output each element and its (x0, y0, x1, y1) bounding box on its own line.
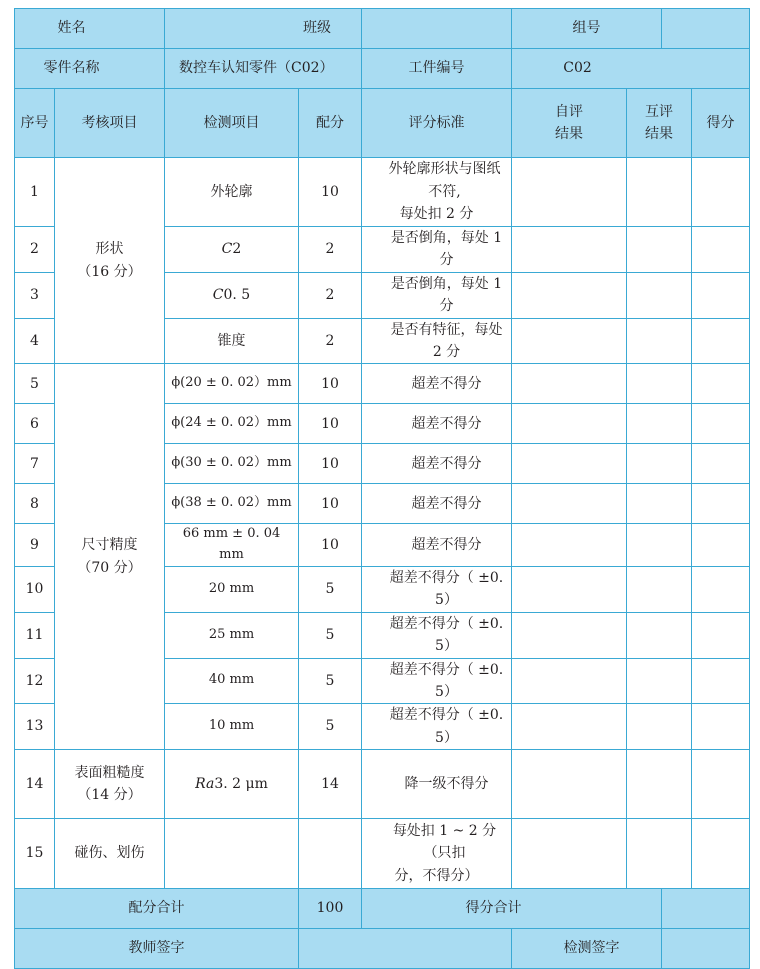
self-eval-cell[interactable] (512, 750, 627, 819)
row-no: 11 (15, 612, 55, 658)
peer-eval-cell[interactable] (627, 484, 692, 524)
got-cell[interactable] (692, 524, 750, 567)
row-check: 外轮廓 (165, 158, 299, 227)
table-row (15, 364, 750, 404)
header-row-name (15, 9, 750, 49)
got-cell[interactable] (692, 158, 750, 227)
row-check-value: 0. 5 (223, 286, 251, 303)
col-check: 检测项目 (165, 89, 299, 158)
row-check: ϕ(30 ± 0. 02）mm (165, 444, 299, 484)
got-cell[interactable] (692, 364, 750, 404)
row-score: 10 (299, 158, 362, 227)
row-score: 10 (299, 524, 362, 567)
score-sheet-table (14, 8, 750, 969)
row-no: 14 (15, 750, 55, 819)
signature-row (15, 929, 750, 969)
row-check: 40 mm (165, 658, 299, 704)
self-eval-cell[interactable] (512, 272, 627, 318)
row-no: 1 (15, 158, 55, 227)
peer-eval-cell[interactable] (627, 704, 692, 750)
col-peer-eval-line2: 结果 (645, 126, 673, 142)
row-score: 10 (299, 484, 362, 524)
self-eval-cell[interactable] (512, 658, 627, 704)
group-value[interactable] (662, 9, 750, 49)
row-criteria: 超差不得分（ ±0. 5） (362, 658, 512, 704)
row-score: 10 (299, 364, 362, 404)
inspect-sign-value[interactable] (662, 929, 750, 969)
row-no: 2 (15, 227, 55, 273)
row-check-symbol: Ra (195, 775, 215, 792)
got-cell[interactable] (692, 227, 750, 273)
row-score (299, 819, 362, 889)
row-check: 10 mm (165, 704, 299, 750)
row-score: 5 (299, 704, 362, 750)
peer-eval-cell[interactable] (627, 658, 692, 704)
peer-eval-cell[interactable] (627, 444, 692, 484)
row-check: 锥度 (165, 318, 299, 364)
row-check-symbol: C (221, 241, 233, 258)
group-shape (55, 158, 165, 364)
row-check: 20 mm (165, 566, 299, 612)
group-shape-line2: （16 分） (77, 263, 142, 280)
got-cell[interactable] (692, 404, 750, 444)
got-cell[interactable] (692, 750, 750, 819)
col-peer-eval (627, 89, 692, 158)
peer-eval-cell[interactable] (627, 404, 692, 444)
got-cell[interactable] (692, 318, 750, 364)
row-no: 8 (15, 484, 55, 524)
group-dimension-line2: （70 分） (77, 559, 142, 576)
got-cell[interactable] (692, 704, 750, 750)
col-self-eval (512, 89, 627, 158)
class-value[interactable] (362, 9, 512, 49)
row-criteria (362, 819, 512, 889)
column-header-row (15, 89, 750, 158)
peer-eval-cell[interactable] (627, 750, 692, 819)
row-check: 66 mm ± 0. 04 mm (165, 524, 299, 567)
row-check: ϕ(20 ± 0. 02）mm (165, 364, 299, 404)
peer-eval-cell[interactable] (627, 524, 692, 567)
col-seq: 序号 (15, 89, 55, 158)
row-check-value: 3. 2 μm (214, 775, 268, 792)
row-check (165, 819, 299, 889)
got-total-value[interactable] (662, 889, 750, 929)
got-cell[interactable] (692, 566, 750, 612)
got-cell[interactable] (692, 272, 750, 318)
self-eval-cell[interactable] (512, 318, 627, 364)
teacher-sign-value[interactable] (299, 929, 512, 969)
total-value: 100 (299, 889, 362, 929)
row-no: 12 (15, 658, 55, 704)
row-check: 25 mm (165, 612, 299, 658)
self-eval-cell[interactable] (512, 819, 627, 889)
self-eval-cell[interactable] (512, 227, 627, 273)
row-no: 15 (15, 819, 55, 889)
group-shape-line1: 形状 (95, 241, 124, 258)
peer-eval-cell[interactable] (627, 272, 692, 318)
row-score: 14 (299, 750, 362, 819)
row-criteria: 超差不得分 (362, 364, 512, 404)
col-self-eval-line2: 结果 (555, 126, 583, 142)
row-score: 2 (299, 318, 362, 364)
self-eval-cell[interactable] (512, 484, 627, 524)
row-no: 9 (15, 524, 55, 567)
work-no-value: C02 (512, 49, 750, 89)
col-self-eval-line1: 自评 (555, 103, 583, 120)
row-criteria-line1: 每处扣 1 ~ 2 分（只扣 (392, 822, 497, 862)
row-criteria: 是否倒角，每处 1 分 (362, 227, 512, 273)
self-eval-cell[interactable] (512, 566, 627, 612)
got-cell[interactable] (692, 612, 750, 658)
col-score: 配分 (299, 89, 362, 158)
row-criteria-line2: 每处扣 2 分 (399, 206, 474, 223)
peer-eval-cell[interactable] (627, 227, 692, 273)
row-criteria: 超差不得分 (362, 524, 512, 567)
row-no: 6 (15, 404, 55, 444)
part-name-label: 零件名称 (15, 49, 165, 89)
total-row (15, 889, 750, 929)
table-row (15, 819, 750, 889)
row-check: ϕ(38 ± 0. 02）mm (165, 484, 299, 524)
row-score: 10 (299, 404, 362, 444)
self-eval-cell[interactable] (512, 524, 627, 567)
self-eval-cell[interactable] (512, 364, 627, 404)
self-eval-cell[interactable] (512, 158, 627, 227)
peer-eval-cell[interactable] (627, 566, 692, 612)
group-roughness-line1: 表面粗糙度 (74, 764, 145, 781)
got-cell[interactable] (692, 658, 750, 704)
peer-eval-cell[interactable] (627, 158, 692, 227)
row-criteria: 是否有特征，每处 2 分 (362, 318, 512, 364)
group-dimension (55, 364, 165, 750)
table-row (15, 750, 750, 819)
inspect-sign-label: 检测签字 (512, 929, 662, 969)
total-label: 配分合计 (15, 889, 299, 929)
row-check (165, 227, 299, 273)
self-eval-cell[interactable] (512, 704, 627, 750)
col-got: 得分 (692, 89, 750, 158)
self-eval-cell[interactable] (512, 404, 627, 444)
row-check (165, 272, 299, 318)
row-criteria: 是否倒角，每处 1 分 (362, 272, 512, 318)
row-check: ϕ(24 ± 0. 02）mm (165, 404, 299, 444)
group-label: 组号 (512, 9, 662, 49)
row-criteria: 超差不得分 (362, 484, 512, 524)
group-roughness (55, 750, 165, 819)
peer-eval-cell[interactable] (627, 612, 692, 658)
row-criteria: 降一级不得分 (362, 750, 512, 819)
class-label: 班级 (165, 9, 362, 49)
row-score: 2 (299, 272, 362, 318)
got-cell[interactable] (692, 484, 750, 524)
row-score: 5 (299, 566, 362, 612)
group-roughness-line2: （14 分） (77, 787, 142, 804)
row-check-value: 2 (232, 241, 242, 258)
peer-eval-cell[interactable] (627, 819, 692, 889)
self-eval-cell[interactable] (512, 612, 627, 658)
row-no: 4 (15, 318, 55, 364)
col-peer-eval-line1: 互评 (645, 103, 673, 120)
group-bump: 碰伤、划伤 (55, 819, 165, 889)
got-cell[interactable] (692, 444, 750, 484)
part-name-value: 数控车认知零件（C02） (165, 49, 362, 89)
peer-eval-cell[interactable] (627, 318, 692, 364)
header-row-part (15, 49, 750, 89)
peer-eval-cell[interactable] (627, 364, 692, 404)
row-criteria (362, 158, 512, 227)
row-criteria: 超差不得分（ ±0. 5） (362, 704, 512, 750)
row-criteria-line2: 分，不得分） (394, 867, 479, 884)
row-criteria: 超差不得分 (362, 404, 512, 444)
col-criteria: 评分标准 (362, 89, 512, 158)
got-cell[interactable] (692, 819, 750, 889)
row-no: 10 (15, 566, 55, 612)
row-criteria: 超差不得分 (362, 444, 512, 484)
row-check-symbol: C (212, 286, 224, 303)
row-no: 5 (15, 364, 55, 404)
name-label: 姓名 (15, 9, 165, 49)
row-criteria: 超差不得分（ ±0. 5） (362, 612, 512, 658)
col-item: 考核项目 (55, 89, 165, 158)
row-score: 10 (299, 444, 362, 484)
table-row (15, 158, 750, 227)
row-criteria: 超差不得分（ ±0. 5） (362, 566, 512, 612)
row-criteria-line1: 外轮廓形状与图纸不符, (388, 161, 501, 200)
row-no: 3 (15, 272, 55, 318)
row-score: 5 (299, 658, 362, 704)
work-no-label: 工件编号 (362, 49, 512, 89)
row-no: 7 (15, 444, 55, 484)
group-dimension-line1: 尺寸精度 (81, 537, 138, 554)
teacher-sign-label: 教师签字 (15, 929, 299, 969)
row-score: 2 (299, 227, 362, 273)
row-no: 13 (15, 704, 55, 750)
self-eval-cell[interactable] (512, 444, 627, 484)
row-check (165, 750, 299, 819)
row-score: 5 (299, 612, 362, 658)
got-total-label: 得分合计 (362, 889, 662, 929)
